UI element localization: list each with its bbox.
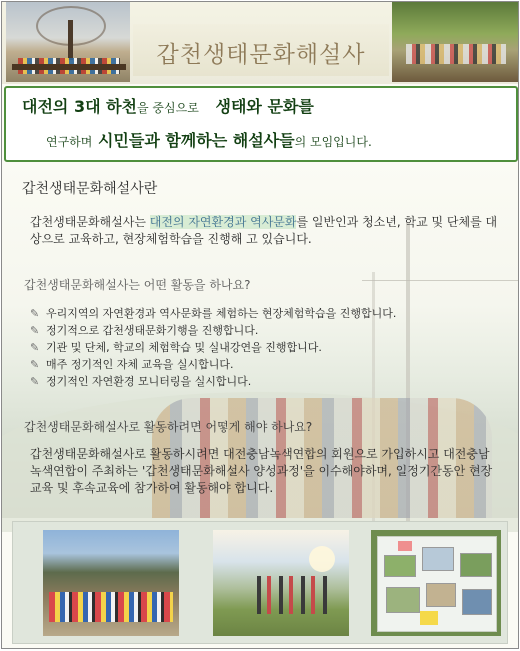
definition-paragraph: [30, 214, 500, 248]
sticky-note: [398, 541, 412, 551]
board-picture: [384, 555, 416, 577]
hiking-photo: [213, 530, 349, 636]
highlighted-text: 대전의 자연환경과 역사문화: [149, 215, 297, 229]
board-picture: [460, 553, 492, 577]
list-item-text: 매주 정기적인 자체 교육을 실시합니다.: [46, 358, 234, 371]
board-picture: [462, 589, 492, 615]
banner-text: 연구하며: [46, 135, 93, 149]
group-people: [406, 44, 506, 64]
board-picture: [426, 583, 456, 607]
header: [2, 2, 518, 84]
banner-line-2: [46, 128, 516, 151]
banner-text: 시민들과 함께하는 해설사들: [97, 131, 295, 150]
group-photo-mountain: [43, 530, 179, 636]
exhibit-board-photo: [371, 530, 501, 636]
paragraph-text: 갑천생태문화해설사는: [30, 215, 146, 229]
header-photo-group-right: [392, 2, 518, 82]
list-item: [30, 322, 500, 339]
header-photo-group-left: [6, 2, 130, 82]
banner-line-1: [22, 94, 512, 117]
bench: [12, 64, 126, 70]
pen-icon: ✎: [30, 375, 40, 388]
page: [1, 1, 519, 649]
join-answer: 갑천생태문화해설사로 활동하시려면 대전충남녹색연합의 회원으로 가입하시고 대전충남녹색연합이 주최하는 '갑천생태문화해설사 양성과정'을 이수해야하며, 일정기간동안 현장교육 및 후속교육에 참가하여 활동해야 합니다.: [30, 447, 493, 495]
list-item: [30, 339, 500, 356]
tree-trunk: [68, 20, 73, 60]
photo-gallery: [12, 521, 508, 644]
banner-text: 생태와 문화를: [215, 97, 314, 116]
site-title: 갑천생태문화해설사: [156, 42, 366, 68]
display-board: [377, 536, 497, 632]
pen-icon: ✎: [30, 341, 40, 354]
sun-icon: [309, 546, 335, 572]
list-item: [30, 373, 500, 390]
activity-list: [30, 305, 500, 390]
board-picture: [422, 547, 454, 571]
join-question: 갑천생태문화해설사로 활동하려면 어떻게 해야 하나요?: [24, 420, 313, 434]
banner-text: 을 중심으로: [137, 101, 199, 115]
section-heading: 갑천생태문화해설사란: [22, 181, 158, 197]
pen-icon: ✎: [30, 324, 40, 337]
sticky-note: [420, 611, 438, 625]
hikers: [257, 576, 329, 614]
list-item-text: 정기적인 자연환경 모니터링을 실시합니다.: [46, 375, 252, 388]
list-item-text: 기관 및 단체, 학교의 체험학습 및 실내강연을 진행합니다.: [46, 341, 322, 354]
banner-text: 의 모임입니다.: [294, 135, 372, 149]
board-picture: [386, 587, 420, 613]
list-item-text: 정기적으로 갑천생태문화기행을 진행합니다.: [46, 324, 259, 337]
intro-banner: [4, 86, 518, 162]
activity-question: 갑천생태문화해설사는 어떤 활동을 하나요?: [24, 278, 251, 292]
banner-text: 대전의 3대 하천: [22, 97, 138, 116]
list-item-text: 우리지역의 자연환경과 역사문화를 체험하는 현장체험학습을 진행합니다.: [46, 307, 397, 320]
list-item: [30, 305, 500, 322]
power-wire: [362, 280, 518, 281]
paragraph-text: 를 일반인과 청소년, 학교 및 단체를 대상으로 교육하고, 현장체험학습을 진행해 고 있습니다.: [30, 215, 498, 246]
pen-icon: ✎: [30, 358, 40, 371]
pen-icon: ✎: [30, 307, 40, 320]
list-item: [30, 356, 500, 373]
crowd: [49, 592, 173, 622]
